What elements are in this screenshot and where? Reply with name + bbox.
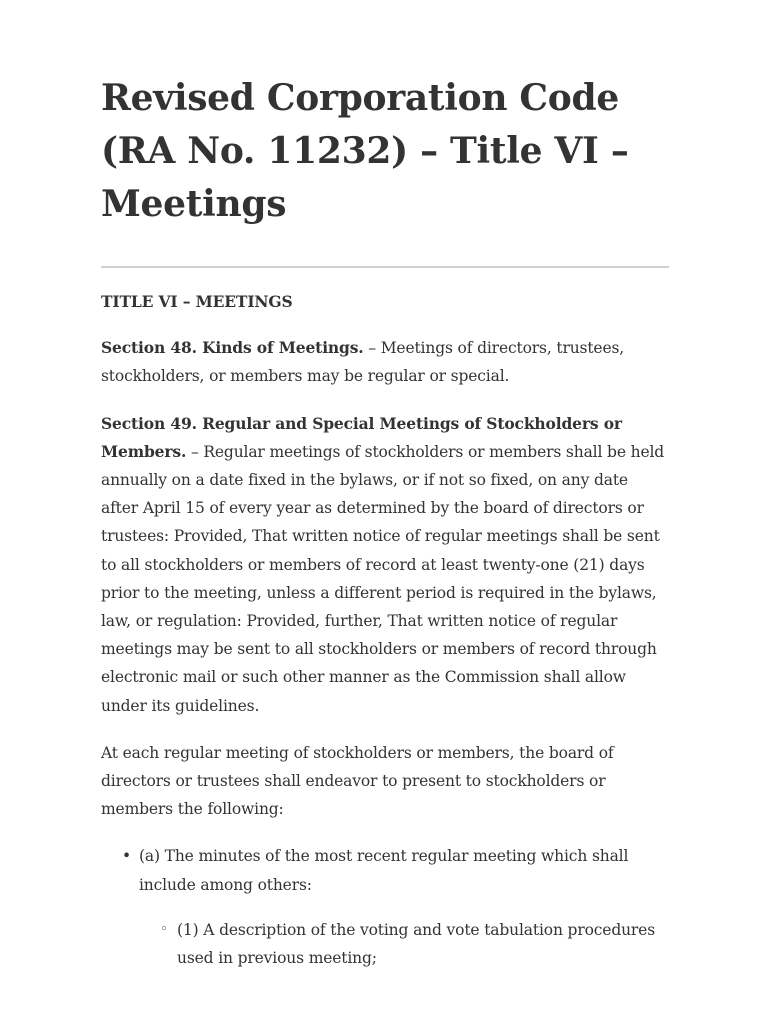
bullet-icon: •	[122, 847, 131, 866]
section-49-paragraph	[101, 410, 668, 720]
section-heading: TITLE VI – MEETINGS	[101, 292, 293, 311]
section-48-text: – Meetings of directors, trustees, stockholders, or members may be regular or special.	[101, 339, 625, 386]
hollow-bullet-icon: ◦	[160, 921, 168, 937]
list-item-a-text: (a) The minutes of the most recent regular meeting which shall include among others:	[139, 847, 629, 894]
section-49-label: Section 49. Regular and Special Meetings of Stockholders or Members.	[101, 413, 622, 461]
list-item	[122, 842, 668, 972]
list-item	[160, 916, 668, 972]
meeting-items-list	[101, 842, 668, 972]
page-title: Revised Corporation Code (RA No. 11232) – Title VI – Meetings	[101, 77, 629, 225]
article-body	[101, 288, 668, 972]
list-item-a1-text: (1) A description of the voting and vote tabulation procedures used in previous meeting;	[177, 920, 656, 968]
regular-meeting-paragraph: At each regular meeting of stockholders or members, the board of directors or trustees shall endeavor to present to stockholders or members the following:	[101, 743, 614, 819]
title-divider	[101, 266, 669, 268]
section-49-text: – Regular meetings of stockholders or members shall be held annually on a date fixed in the bylaws, or if not so fixed, on any date after April 15 of every year as determined by the board of directors or trustees: Provided, That written notice of regular meetings shall be sent to all stockholders or members of record at least twenty-one (21) days prior to the meeting, unless a different period is required in the bylaws, law, or regulation: Provided, further, That written notice of regular meetings may be sent to all stockholders or members of record through electronic mail or such other manner as the Commission shall allow under its guidelines.	[101, 442, 665, 715]
section-48-label: Section 48. Kinds of Meetings.	[101, 338, 364, 358]
minutes-sublist	[139, 916, 668, 972]
section-48-paragraph	[101, 334, 668, 390]
